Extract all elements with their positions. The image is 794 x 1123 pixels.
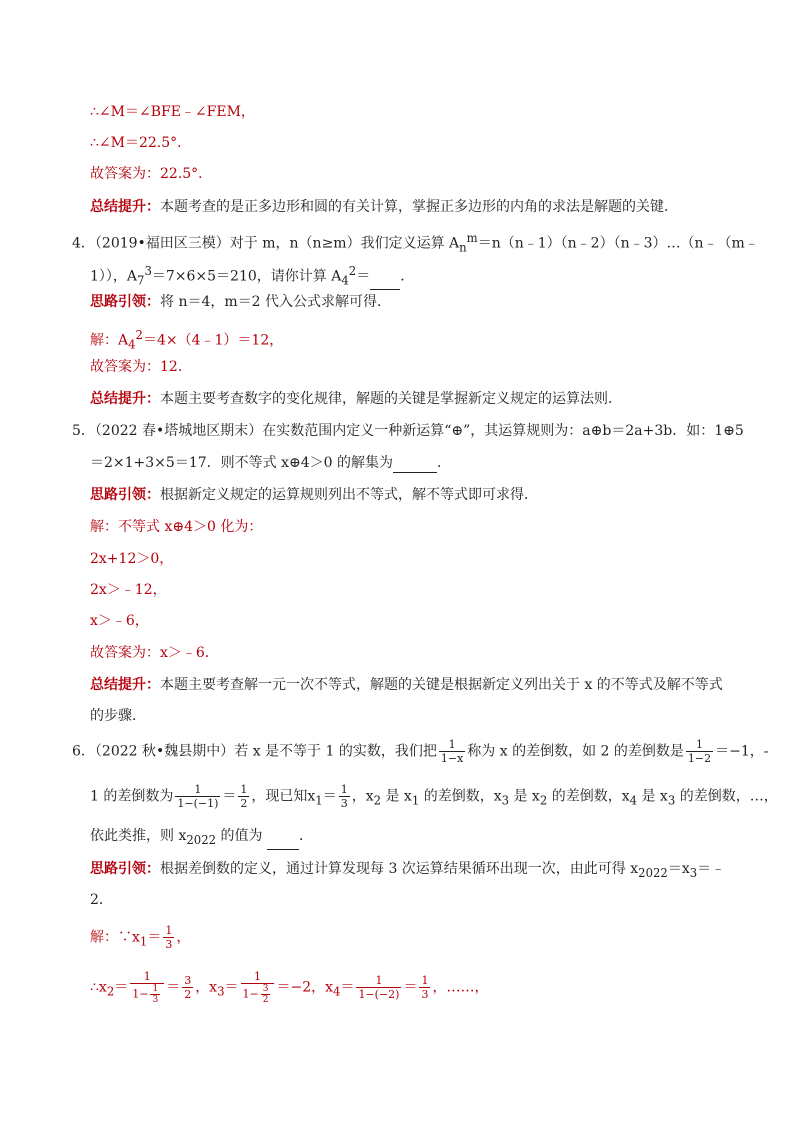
- summary-label: 总结提升：: [90, 199, 160, 215]
- question-4-line-1: 4．（2019•福田区三模）对于 m，n（n≥m）我们定义运算 $A_n^m=n(n﹣1)(n﹣2)(n﹣3)\dots(n﹣(m﹣$: [72, 231, 759, 255]
- fraction: $\frac{1}{3}$: [421, 974, 429, 1001]
- question-6-line-2: 1 的差倒数为 $\frac{1}{1-(-1)}$ ＝ $\frac{1}{2}$ ，现已知$x_1=$ $\frac{1}{3}$ ，$x_2$ 是 $x_1$ 的差倒数，$x_3$ 是 $x_2$ 的差倒数，$x_4$ 是 $x_3$ 的差倒数，…，: [90, 783, 778, 810]
- hint-label: 思路引领：: [90, 294, 160, 310]
- answer-line: 故答案为：x＞﹣6．: [90, 645, 219, 661]
- solution-step: 2x+12＞0，: [90, 551, 174, 567]
- answer-blank: [267, 835, 299, 850]
- answer-blank: [370, 275, 400, 290]
- derivation-line-2: ∴∠M＝22.5°．: [90, 135, 192, 151]
- solution-line: 解：不等式 x⊕4＞0 化为：: [90, 519, 263, 535]
- fraction: $\frac{1}{1-(-1)}$: [177, 783, 219, 810]
- fraction: $\frac{1}{1-2}$: [687, 738, 712, 765]
- hint-block: 思路引领：将 n＝4，m＝2 代入公式求解可得．: [90, 294, 392, 310]
- hint-label: 思路引领：: [90, 861, 160, 877]
- summary-label: 总结提升：: [90, 677, 160, 693]
- fraction: 1 1− $\frac{1}{3}$: [130, 970, 164, 1005]
- hint-continued: 2．: [90, 892, 113, 908]
- question-number: 6．: [72, 743, 95, 760]
- hint-block: 思路引领：根据差倒数的定义，通过计算发现每 3 次运算结果循环出现一次，由此可得 $x_{2022}=x_3=﹣$: [90, 861, 726, 880]
- nested-fraction: $\frac{3}{2}$: [262, 984, 269, 1005]
- summary-block: 总结提升：本题主要考查数字的变化规律，解题的关键是掌握新定义规定的运算法则．: [90, 391, 622, 407]
- question-number: 5．: [72, 423, 95, 439]
- summary-label: 总结提升：: [90, 391, 160, 407]
- solution-step: 2x＞﹣12，: [90, 582, 167, 598]
- question-5-line-2: ＝2×1+3×5＝17．则不等式 x⊕4＞0 的解集为 ．: [90, 455, 451, 471]
- summary-block: [90, 197, 678, 217]
- fraction: $\frac{1}{2}$: [240, 783, 248, 810]
- summary-text: 本题考查的是正多边形和圆的有关计算，掌握正多边形的内角的求法是解题的关键．: [160, 199, 678, 215]
- fraction: $\frac{1}{3}$: [340, 783, 348, 810]
- fraction: $\frac{1}{3}$: [165, 924, 173, 951]
- question-6-line-3: 依此类推，则 $x_{2022}$ 的值为 ．: [90, 826, 313, 850]
- nested-fraction: $\frac{1}{3}$: [152, 984, 159, 1005]
- fraction: $\frac{3}{2}$: [184, 974, 192, 1001]
- derivation-line-1: ∴∠M＝∠BFE﹣∠FEM，: [90, 104, 255, 120]
- question-5-line-1: 5．（2022 春•塔城地区期末）在实数范围内定义一种新运算“⊕”，其运算规则为：a⊕b＝2a+3b．如：1⊕5: [72, 423, 744, 439]
- answer-blank: [393, 458, 437, 473]
- question-6-line-1: 6．（2022 秋•魏县期中）若 x 是不等于 1 的实数，我们把 $\frac{1}{1-x}$ 称为 x 的差倒数，如 2 的差倒数是 $\frac{1}{1-2}$ ＝−1，-: [72, 738, 769, 765]
- answer-line: 故答案为：22.5°．: [90, 166, 213, 182]
- question-number: 4．: [72, 235, 95, 252]
- fraction: $\frac{1}{1-x}$: [440, 738, 464, 765]
- solution-expansion: $\therefore x_2=$ 1 1− $\frac{1}{3}$ ＝ $\frac{3}{2}$ ，$x_3=$ 1 1− $\frac{3}{2}$ ＝−2，$x_4=$ $\frac{1}{1-(-2)}$ ＝ $\frac{1}{3}$ ，……，: [90, 970, 489, 1005]
- solution-step: x＞﹣6，: [90, 613, 149, 629]
- solution-line: 解：$\because x_1=$ $\frac{1}{3}$ ，: [90, 924, 191, 951]
- summary-block: 总结提升：本题主要考查解一元一次不等式，解题的关键是根据新定义列出关于 x 的不等式及解不等式: [90, 677, 723, 693]
- summary-continued: 的步骤．: [90, 708, 146, 724]
- fraction: $\frac{1}{1-(-2)}$: [358, 974, 400, 1001]
- question-4-line-2: 1）），$A_7^3=7\times 6\times 5=210$，请你计算 $A_4^2=$ ．: [90, 261, 414, 290]
- hint-block: 思路引领：根据新定义规定的运算规则列出不等式，解不等式即可求得．: [90, 487, 538, 503]
- answer-line: 故答案为：12．: [90, 359, 192, 375]
- solution-line: 解：$A_4^2=4\times(4﹣1)=12$，: [90, 328, 284, 352]
- fraction: 1 1− $\frac{3}{2}$: [241, 970, 275, 1005]
- hint-label: 思路引领：: [90, 487, 160, 503]
